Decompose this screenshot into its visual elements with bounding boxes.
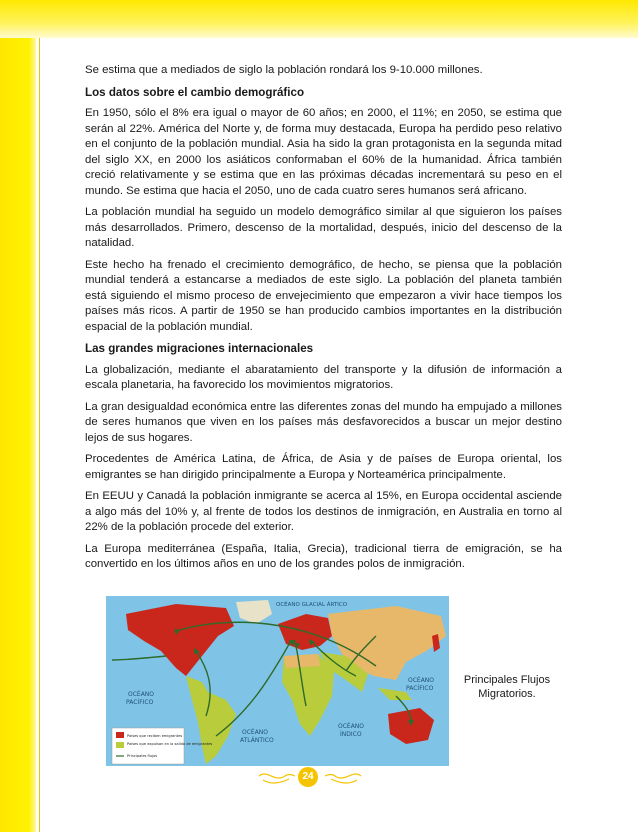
heading-migrations: Las grandes migraciones internacionales [85,342,314,355]
label-atlantic-1: OCÉANO [242,729,269,736]
legend-swatch-receiving [116,732,124,738]
paragraph-inequality: La gran desigualdad económica entre las diferentes zonas del mundo ha empujado a millones de seres humanos que viven en los países más desfavorecidos a buscar un mejor destino lejos de sus hogares. [85,400,562,444]
label-pacific-left-2: PACÍFICO [126,699,154,706]
map-graphic [106,596,449,766]
legend-flows: Principales flujos [127,754,158,758]
page-body [85,63,562,579]
label-pacific-left-1: OCÉANO [128,691,155,698]
label-atlantic-2: ATLÁNTICO [240,737,274,744]
heading-demographic-change: Los datos sobre el cambio demográfico [85,85,305,99]
paragraph-intro: Se estima que a mediados de siglo la población rondará los 9-10.000 millones. [85,64,483,76]
legend-receiving: Paises que reciben emigrantes [127,734,183,738]
page-number: 24 [298,767,318,787]
label-pacific-right-1: OCÉANO [408,677,435,684]
label-pacific-right-2: PACÍFICO [406,685,434,692]
migration-map [106,596,449,766]
legend-swatch-sending [116,742,124,748]
legend-sending: Paises que expulsan en la salida de emigrantes [127,742,213,746]
side-decorative-band [0,38,36,832]
label-indian-1: OCÉANO [338,723,365,730]
north-africa-land [284,654,320,668]
paragraph-destinations: En EEUU y Canadá la población inmigrante se acerca al 15%, en Europa occidental asciende a algo más del 10% y, al frente de todos los destinos de inmigración, en Australia en torno al 22% de la población procede del exterior. [85,490,562,533]
top-decorative-band [0,0,638,38]
paragraph-slowdown: Este hecho ha frenado el crecimiento demográfico, de hecho, se piensa que la población mundial tenderá a estancarse a mediados de este siglo. La población del planeta también está siguiendo el mismo proceso de envejecimiento que empezaron a vivir hace tiempos los países más ricos. A partir de 1950 se han producido cambios importantes en la distribución espacial de la población mundial. [85,258,562,333]
label-arctic: OCÉANO GLACIAL ÁRTICO [276,602,348,608]
label-indian-2: ÍNDICO [340,731,362,738]
paragraph-mediterranean: La Europa mediterránea (España, Italia, Grecia), tradicional tierra de emigración, se ha convertido en los últimos años en uno de los grandes polos de inmigración. [85,542,562,570]
paragraph-origins: Procedentes de América Latina, de África, de Asia y de países de Europa oriental, los emigrantes se han dirigido principalmente a Europa y Norteamérica principalmente. [85,453,562,481]
side-rule [39,38,40,832]
paragraph-model: La población mundial ha seguido un modelo demográfico similar al que siguieron los países más desarrollados. Primero, descenso de la mortalidad, después, inicio del descenso de la natalidad. [85,206,562,249]
paragraph-aging: En 1950, sólo el 8% era igual o mayor de 60 años; en 2000, el 11%; en 2050, se estima que serán al 22%. América del Norte y, de forma muy destacada, Europa ha perdido peso relativo en el conjunto de la población mundial. Asia ha sido la gran protagonista en la segunda mitad del siglo XX, en 2000 los asiáticos conformaban el 60% de la humanidad. África también creció relativamente y se estima que en las próximas décadas incrementará su peso en el mundo. Se estima que hacia el 2050, uno de cada cuatro seres humanos será africano. [85,107,562,197]
paragraph-globalization: La globalización, mediante el abaratamiento del transporte y la difusión de información a escala planetaria, ha favorecido los movimientos migratorios. [85,363,562,391]
map-caption: Principales Flujos Migratorios. [463,674,551,700]
